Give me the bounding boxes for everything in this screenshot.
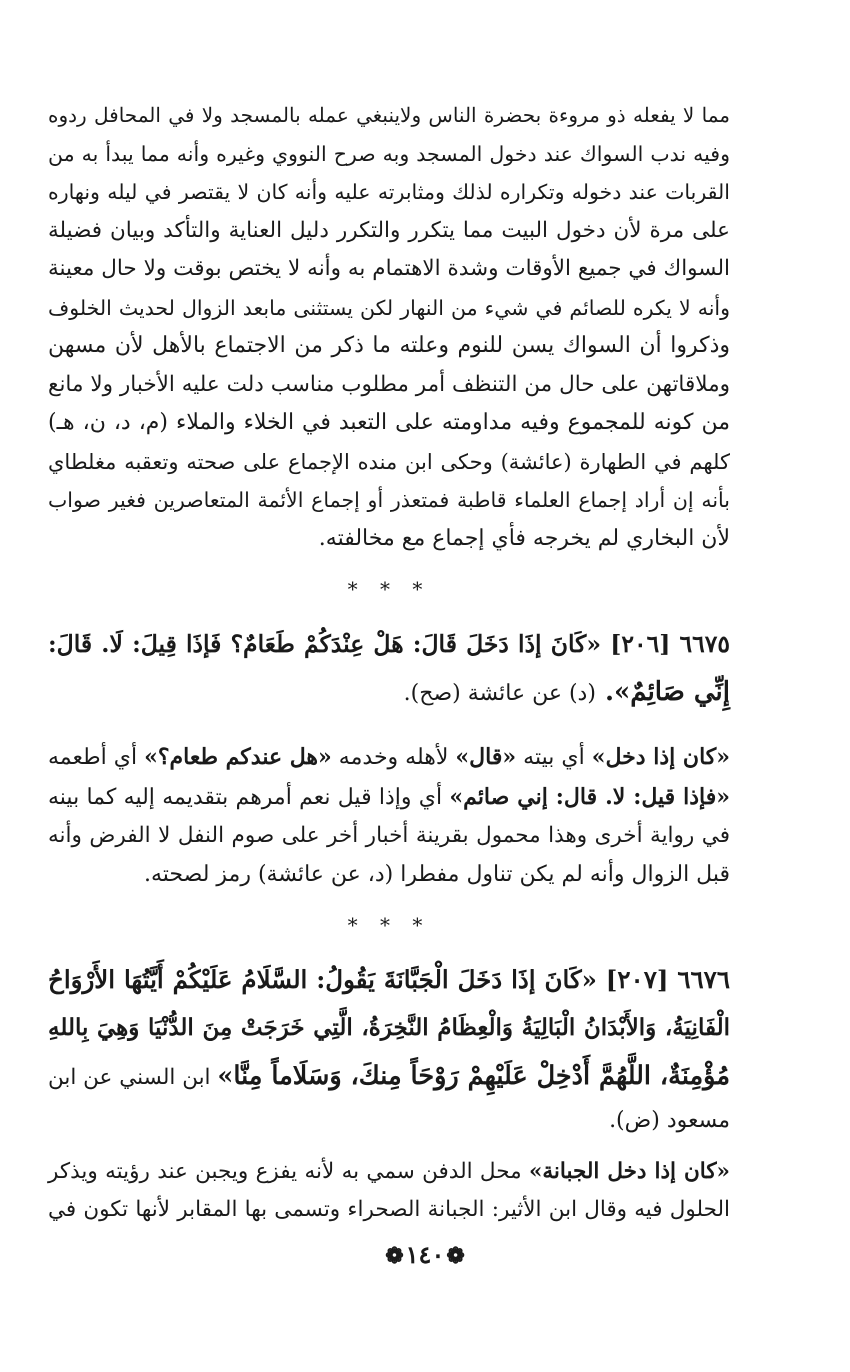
text-line: على مرة لأن دخول البيت مما يتكرر والتكرر دليل العناية والتأكد وبيان فضيلة xyxy=(48,217,730,243)
text-run: لأهله وخدمه xyxy=(331,745,456,770)
text-line: وذكروا أن السواك يسن للنوم وعلته ما ذكر من الاجتماع بالأهل لأن مسهن xyxy=(48,333,730,358)
hadith-source-line: مسعود (ض). xyxy=(609,1108,730,1133)
text-run: أي أطعمه xyxy=(48,745,145,770)
hadith-source: ابن السني عن ابن xyxy=(48,1065,218,1090)
paragraph-sharh-1 xyxy=(48,96,730,558)
hadith-text-bold: مُؤْمِنَةٌ، اللَّهُمَّ أَدْخِلْ عَلَيْهِمْ رَوْحَاً مِنكَ، وَسَلَاماً مِنَّا» xyxy=(217,1061,731,1091)
text-line: كلهم في الطهارة (عائشة) وحكى ابن منده الإجماع على صحته وتعقبه مغلطاي xyxy=(48,449,730,474)
section-separator: * * * xyxy=(347,577,431,601)
text-line: وأنه لا يكره للصائم في شيء من النهار لكن يستثنى مابعد الزوال لحديث الخلوف xyxy=(48,295,730,320)
page-number: ١٤٠ xyxy=(405,1240,445,1269)
text-line: قبل الزوال وأنه لم يكن تناول مفطرا (د، عن عائشة) رمز لصحته. xyxy=(144,861,730,887)
text-line xyxy=(48,778,730,818)
text-line: مما لا يفعله ذو مروءة بحضرة الناس ولاينبغي عمله بالمسجد ولا في المحافل ردوه xyxy=(48,103,730,127)
text-run: محل الدفن سمي به لأنه يفزع ويجبن عند رؤيته ويذكر xyxy=(48,1158,529,1184)
hadith-6676 xyxy=(48,956,730,1141)
hadith-line xyxy=(48,1052,730,1102)
commentary-6676 xyxy=(48,1153,730,1230)
commentary-6675 xyxy=(48,738,730,894)
hadith-6675 xyxy=(48,620,730,718)
ornament-icon: ❁ xyxy=(446,1243,465,1269)
hadith-line: الْفَانِيَةُ، وَالأَبْدَانُ الْبَالِيَةُ وَالْعِظَامُ النَّخِرَةُ، الَّتِي خَرَجَتْ مِنَ الدُّنْيَا وَهِيَ بِاللهِ xyxy=(48,1014,730,1041)
quoted-bold: «كان إذا دخل الجبانة» xyxy=(528,1158,730,1184)
text-run: أي بيته xyxy=(516,745,592,770)
quoted-bold: «فإذا قيل: لا. قال: إني صائم» xyxy=(449,783,730,810)
text-line: لأن البخاري لم يخرجه فأي إجماع مع مخالفته. xyxy=(318,525,730,551)
text-run: أي وإذا قيل نعم أمرهم بتقديمه إليه كما بينه xyxy=(48,784,450,810)
text-line xyxy=(48,738,730,778)
spacer xyxy=(48,718,730,738)
text-line: في رواية أخرى وهذا محمول بقرينة أخبار أخر على صوم النفل لا الفرض وأنه xyxy=(48,823,730,848)
text-line: الحلول فيه وقال ابن الأثير: الجبانة الصحراء وتسمى بها المقابر لأنها تكون في xyxy=(48,1197,730,1222)
hadith-line: ٦٦٧٥ [٢٠٦] «كَانَ إذَا دَخَلَ قَالَ: هَلْ عِنْدَكُمْ طَعَامٌ؟ فَإذَا قِيلَ: لَا. قَالَ: xyxy=(48,630,730,658)
ornament-icon: ❁ xyxy=(385,1243,404,1269)
text-line: وملاقاتهن على حال من التنظف أمر مطلوب مناسب دلت عليه الأخبار ولا مانع xyxy=(48,371,730,397)
text-line: السواك في جميع الأوقات وشدة الاهتمام به وأنه لا يختص بوقت ولا حال معينة xyxy=(48,256,730,281)
page-footer xyxy=(0,1240,850,1269)
quoted-bold: «كان إذا دخل» xyxy=(591,744,730,770)
section-separator: * * * xyxy=(347,913,431,937)
quoted-bold: «هل عندكم طعام؟» xyxy=(144,744,332,770)
hadith-source: (د) عن عائشة (صح). xyxy=(403,681,596,706)
text-line xyxy=(48,1153,730,1192)
spacer xyxy=(48,1141,730,1153)
text-line: من كونه للمجموع وفيه مداومته على التعبد في الخلاء والملاء (م، د، ن، هـ) xyxy=(48,410,730,435)
quoted-bold: «قال» xyxy=(455,744,517,770)
text-line: وفيه ندب السواك عند دخول المسجد وبه صرح النووي وغيره وأنه مما يبدأ به من xyxy=(48,141,730,166)
text-line: بأنه إن أراد إجماع العلماء قاطبة فمتعذر أو إجماع الأئمة المتعاصرين فغير صواب xyxy=(48,488,730,512)
hadith-text-bold: إِنِّي صَائِمٌ». xyxy=(604,677,730,707)
hadith-line: ٦٦٧٦ [٢٠٧] «كَانَ إذَا دَخَلَ الْجَبَّانَةَ يَقُولُ: السَّلَامُ عَلَيْكُمْ أَيَّتُهَا الأَرْوَاحُ xyxy=(48,965,730,994)
text-line: القربات عند دخوله وتكراره لذلك ومثابرته عليه وأنه كان لا يقتصر في ليله ونهاره xyxy=(48,180,730,204)
hadith-line xyxy=(48,668,730,718)
